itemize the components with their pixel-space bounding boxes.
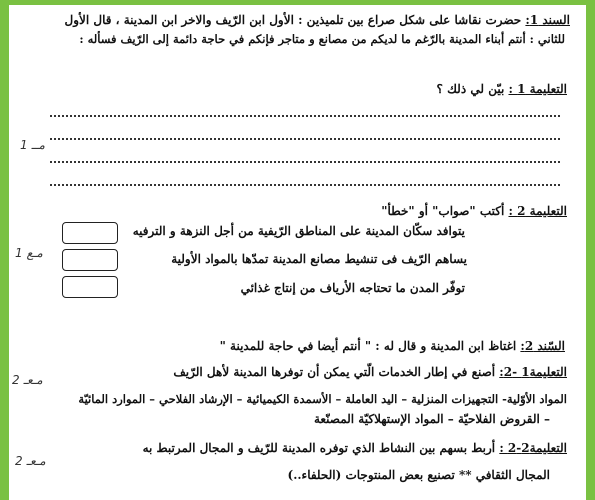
answer-line-3[interactable] <box>50 161 560 163</box>
sanad1-text-1: حضرت نقاشا على شكل صراع بين تلميذين : الأول ابن الرّيف والاخر ابن المدينة ، قال الأول <box>64 13 522 27</box>
instruction2-2-label: التعليمة2-2 : <box>499 441 567 455</box>
instruction2-2-line2: المجال الثقافي ** تصنيع بعض المنتوجات (الحلفاء..) <box>287 468 550 482</box>
instruction2-text: أكتب "صواب" أو "خطأ" <box>381 204 505 218</box>
statement-1: يتوافد سكّان المدينة على المناطق الرّيفية من أجل النزهة و الترفيه <box>132 224 465 238</box>
instruction2-2-text: أربط بسهم بين النشاط الذي توفره المدينة للرّيف و المجال المرتبط به <box>142 441 496 455</box>
instruction1-label: التعليمة 1 : <box>508 82 567 96</box>
sanad1-label: السند 1: <box>525 13 570 27</box>
answer-box-1[interactable] <box>62 222 118 244</box>
sanad2-label: السّند 2: <box>520 339 565 353</box>
options-line-2: – القروض الفلاحيّة – المواد الإستهلاكيّة المصنّعة <box>313 412 550 426</box>
answer-box-3[interactable] <box>62 276 118 298</box>
margin-mark-3: مـعـ 2 <box>12 373 43 387</box>
instruction2-2 <box>143 441 567 455</box>
instruction2-1-label: التعليمة1 -2: <box>499 365 567 379</box>
instruction1 <box>437 82 567 96</box>
sanad1-line1 <box>64 13 570 27</box>
instruction2-1-text: أصنع في إطار الخدمات الّتي يمكن أن توفرها المدينة لأهل الرّيف <box>173 365 496 379</box>
sanad2-text: اغتاظ ابن المدينة و قال له : " أنتم أيضا في حاجة للمدينة " <box>219 339 517 353</box>
sanad1-line2: للثاني : أنتم أبناء المدينة بالرّغم ما لديكم من مصانع و متاجر فإنكم في حاجة دائمة إلى الرّيف فسأله : <box>79 32 565 46</box>
statement-2: يساهم الرّيف فى تنشيط مصانع المدينة تمدّها بالمواد الأولية <box>171 252 467 266</box>
instruction2-1 <box>173 365 567 379</box>
answer-line-4[interactable] <box>50 184 560 186</box>
options-line-1: المواد الأوّلية- التجهيزات المنزلية – اليد العاملة – الأسمدة الكيميائية – الإرشاد الفلاحي – الموارد المائيّة <box>78 392 567 406</box>
margin-mark-2: مـع 1 <box>15 246 43 260</box>
sanad2 <box>220 339 565 353</box>
statement-3: توفّر المدن ما تحتاجه الأرياف من إنتاج غذائي <box>240 281 465 295</box>
answer-line-1[interactable] <box>50 115 560 117</box>
instruction2 <box>381 204 567 218</box>
margin-mark-1: مــ 1 <box>20 138 45 152</box>
margin-mark-4: مـعـ 2 <box>15 454 46 468</box>
answer-line-2[interactable] <box>50 138 560 140</box>
instruction1-text: بيّن لي ذلك ؟ <box>436 82 505 96</box>
instruction2-label: التعليمة 2 : <box>508 204 567 218</box>
answer-box-2[interactable] <box>62 249 118 271</box>
